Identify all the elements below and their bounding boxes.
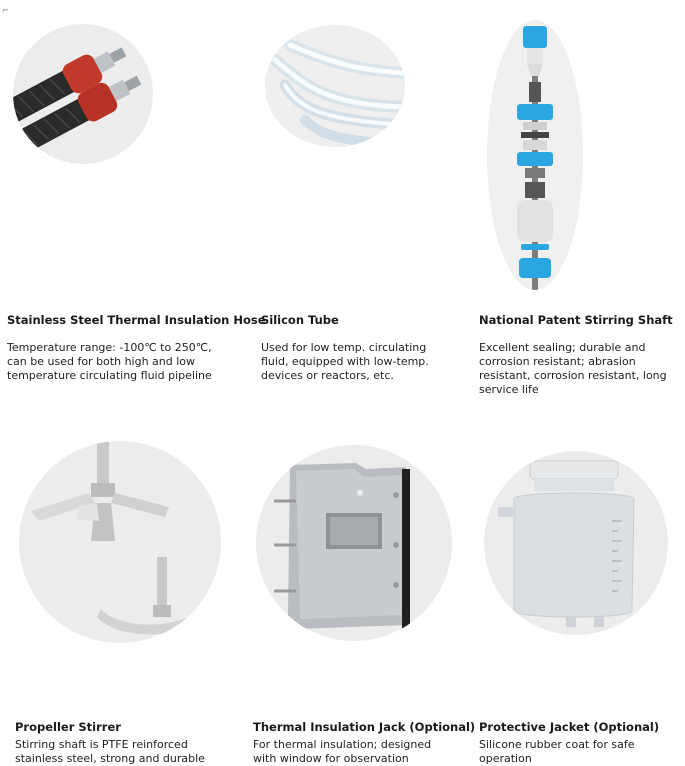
product-description-stirring-shaft: Excellent sealing; durable and corrosion resistant; abrasion resistant, corrosion resistant, long service life (479, 341, 667, 396)
product-title-protective-jacket: Protective Jacket (Optional) (479, 720, 660, 734)
silicon-tube-image (265, 25, 405, 147)
stirring-shaft-image (487, 20, 583, 290)
protective-jacket-image (484, 451, 668, 635)
product-description-hose: Temperature range: -100℃ to 250℃, can be used for both high and low temperature circulating fluid pipeline (7, 341, 212, 382)
propeller-stirrer-image (19, 441, 221, 643)
product-title-silicon-tube: Silicon Tube (261, 313, 339, 327)
product-title-thermal-insulation-jacket: Thermal Insulation Jack (Optional) (253, 720, 476, 734)
thermal-insulation-jacket-image (256, 445, 452, 641)
product-description-propeller-stirrer: Stirring shaft is PTFE reinforced stainless steel, strong and durable (15, 738, 205, 765)
product-description-protective-jacket: Silicone rubber coat for safe operation (479, 738, 635, 765)
product-description-silicon-tube: Used for low temp. circulating fluid, equipped with low-temp. devices or reactors, etc. (261, 341, 429, 382)
product-description-thermal-insulation-jacket: For thermal insulation; designed with window for observation (253, 738, 432, 765)
hose-image (13, 24, 153, 164)
product-title-stirring-shaft: National Patent Stirring Shaft (479, 313, 673, 327)
corner-mark: ⌐ (2, 6, 9, 15)
product-title-hose: Stainless Steel Thermal Insulation Hose (7, 313, 266, 327)
product-title-propeller-stirrer: Propeller Stirrer (15, 720, 121, 734)
